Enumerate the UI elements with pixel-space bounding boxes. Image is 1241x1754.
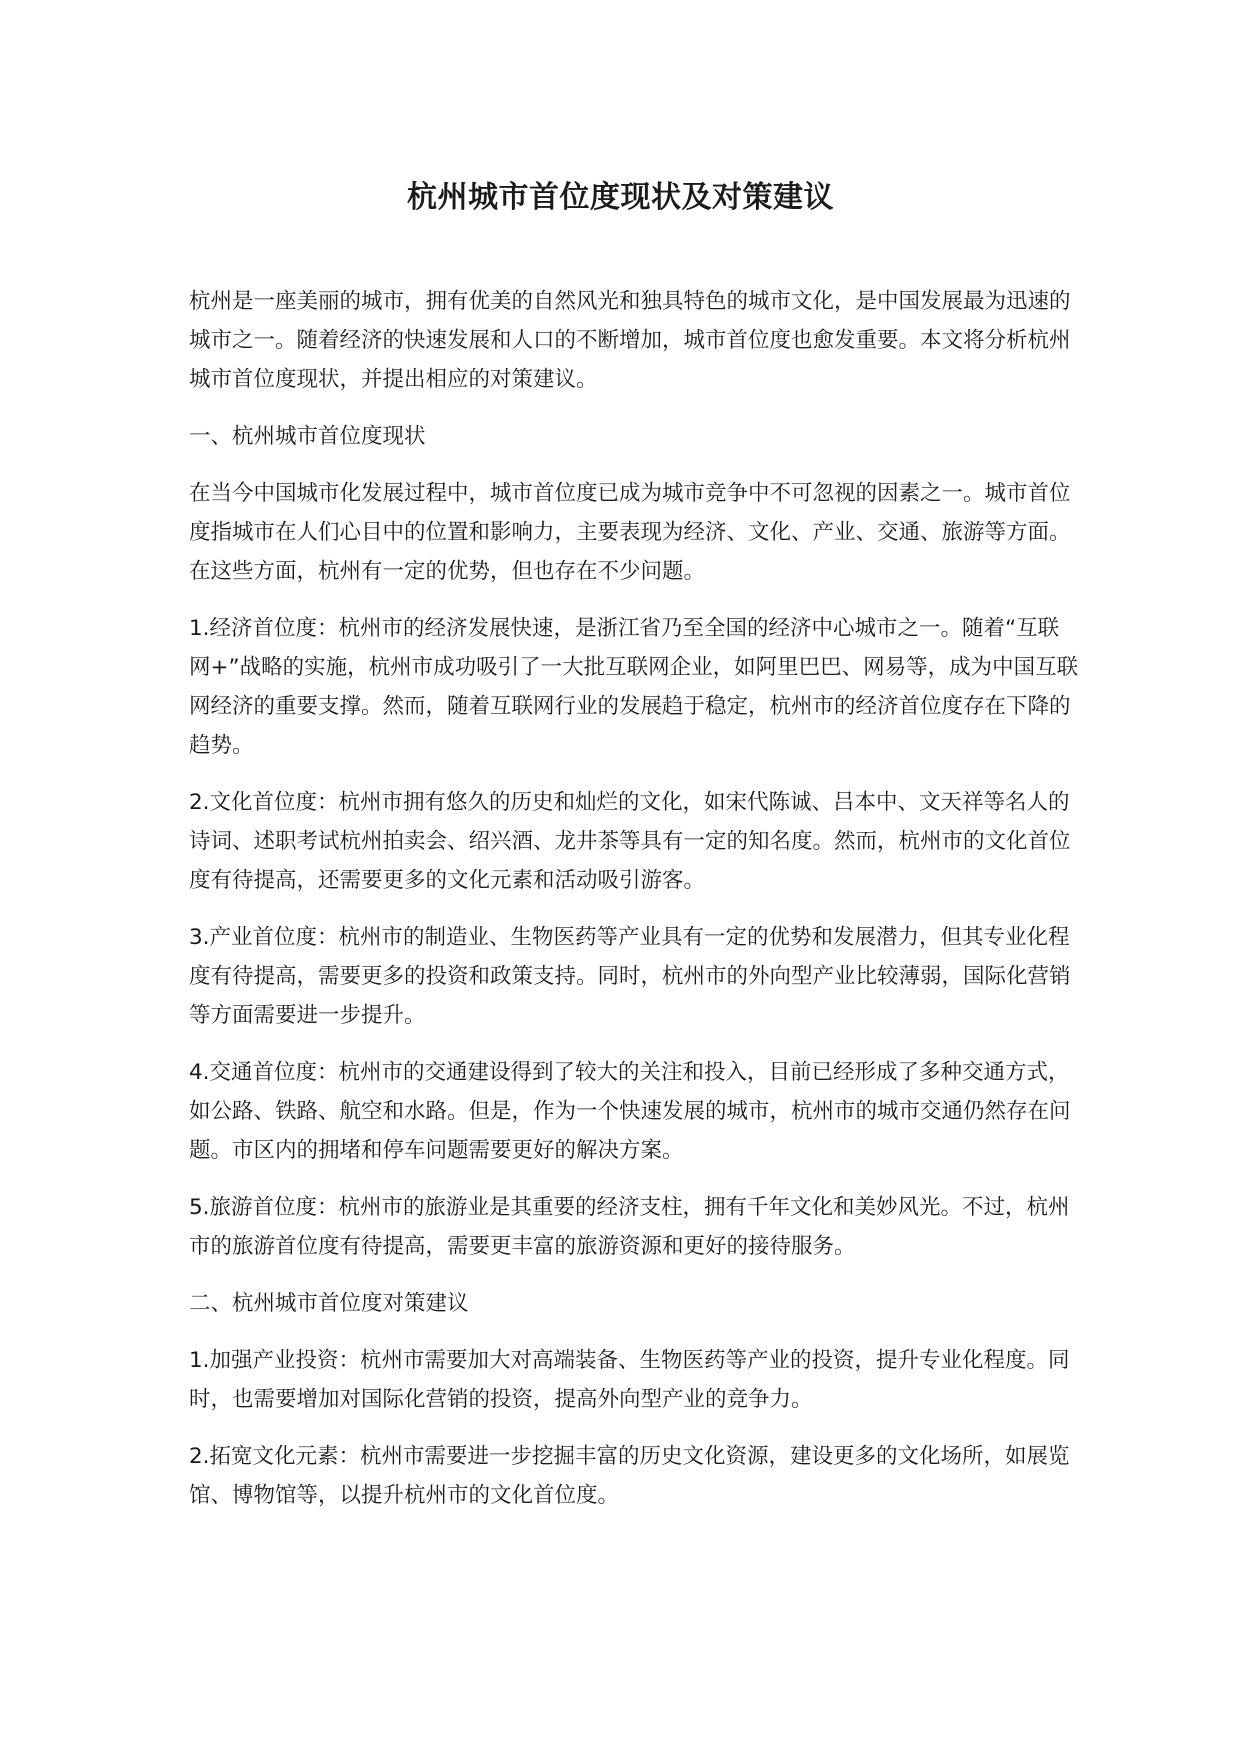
- paragraph-tourism: 5.旅游首位度：杭州市的旅游业是其重要的经济支柱，拥有千年文化和美妙风光。不过，杭州市的旅游首位度有待提高，需要更丰富的旅游资源和更好的接待服务。: [189, 1195, 1070, 1259]
- section-heading-suggestions: 二、杭州城市首位度对策建议: [189, 1291, 469, 1316]
- paragraph-culture: 2.文化首位度：杭州市拥有悠久的历史和灿烂的文化，如宋代陈诚、吕本中、文天祥等名人的诗词、述职考试杭州拍卖会、绍兴酒、龙井茶等具有一定的知名度。然而，杭州市的文化首位度有待提高，还需要更多的文化元素和活动吸引游客。: [189, 790, 1071, 893]
- section-heading-status: 一、杭州城市首位度现状: [189, 424, 426, 449]
- paragraph-economy: 1.经济首位度：杭州市的经济发展快速，是浙江省乃至全国的经济中心城市之一。随着“互联网+”战略的实施，杭州市成功吸引了一大批互联网企业，如阿里巴巴、网易等，成为中国互联网经济的重要支撑。然而，随着互联网行业的发展趋于稳定，杭州市的经济首位度存在下降的趋势。: [189, 616, 1079, 758]
- paragraph-suggestion-culture: 2.拓宽文化元素：杭州市需要进一步挖掘丰富的历史文化资源，建设更多的文化场所，如展览馆、博物馆等，以提升杭州市的文化首位度。: [189, 1444, 1070, 1508]
- document-body: [189, 282, 1079, 1533]
- paragraph-status-overview: 在当今中国城市化发展过程中，城市首位度已成为城市竞争中不可忽视的因素之一。城市首位度指城市在人们心目中的位置和影响力，主要表现为经济、文化、产业、交通、旅游等方面。在这些方面，杭州有一定的优势，但也存在不少问题。: [189, 481, 1071, 584]
- paragraph-intro: 杭州是一座美丽的城市，拥有优美的自然风光和独具特色的城市文化，是中国发展最为迅速的城市之一。随着经济的快速发展和人口的不断增加，城市首位度也愈发重要。本文将分析杭州城市首位度现状，并提出相应的对策建议。: [189, 289, 1071, 392]
- paragraph-transport: 4.交通首位度：杭州市的交通建设得到了较大的关注和投入，目前已经形成了多种交通方式，如公路、铁路、航空和水路。但是，作为一个快速发展的城市，杭州市的城市交通仍然存在问题。市区内的拥堵和停车问题需要更好的解决方案。: [189, 1060, 1071, 1163]
- paragraph-suggestion-industry: 1.加强产业投资：杭州市需要加大对高端装备、生物医药等产业的投资，提升专业化程度。同时，也需要增加对国际化营销的投资，提高外向型产业的竞争力。: [189, 1348, 1070, 1412]
- paragraph-industry: 3.产业首位度：杭州市的制造业、生物医药等产业具有一定的优势和发展潜力，但其专业化程度有待提高，需要更多的投资和政策支持。同时，杭州市的外向型产业比较薄弱，国际化营销等方面需要进一步提升。: [189, 925, 1071, 1028]
- document-title: 杭州城市首位度现状及对策建议: [407, 180, 834, 215]
